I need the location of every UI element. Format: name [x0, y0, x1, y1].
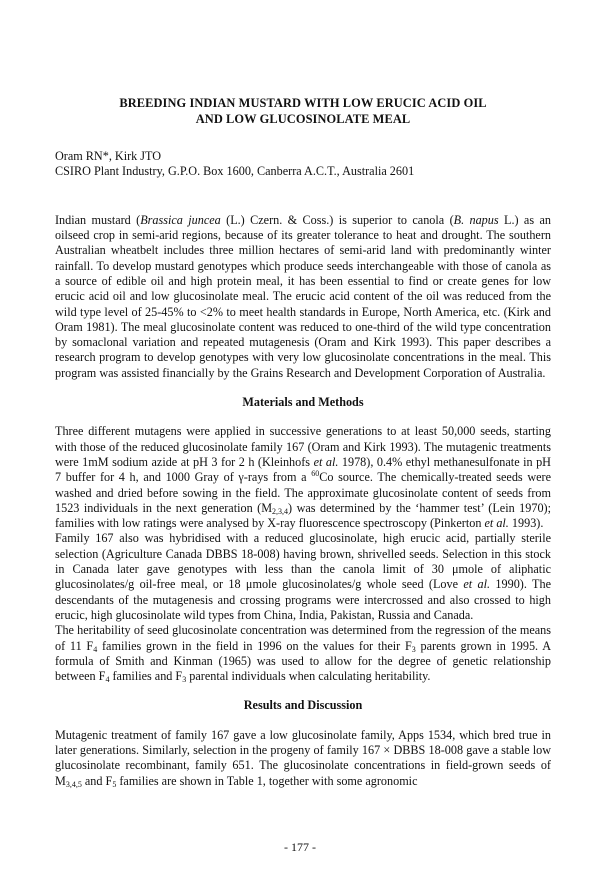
title-line-1: BREEDING INDIAN MUSTARD WITH LOW ERUCIC ACID OIL: [119, 96, 487, 110]
authors: Oram RN*, Kirk JTO: [55, 149, 162, 164]
title-line-2: AND LOW GLUCOSINOLATE MEAL: [195, 111, 411, 126]
paper-title: [55, 96, 551, 127]
results-paragraph: Mutagenic treatment of family 167 gave a low glucosinolate family, Apps 1534, which bred true in later generations. Similarly, selection in the progeny of family 167 × DBBS 18-008 gave a stable low glucosinolate recombinant, family 651. The glucosinolate concentrations in field-grown seeds of $M_{3,4,5}$ and $F_5$ families are shown in Table 1, together with some agronomic: [55, 727, 551, 789]
affiliation: CSIRO Plant Industry, G.P.O. Box 1600, Canberra A.C.T., Australia 2601: [55, 164, 415, 179]
author-block: [55, 149, 551, 180]
page-number: - 177 -: [284, 840, 316, 854]
methods-paragraph-3: The heritability of seed glucosinolate concentration was determined from the regression of the means of 11 $F_4$ families grown in the field in 1996 on the values for their $F_3$ parents grown in 1995. A formula of Smith and Kinman (1965) was used to allow for the degree of genetic relationship between $F_4$ families and $F_3$ parental individuals when calculating heritability.: [55, 623, 551, 685]
methods-paragraph-2: Family 167 also was hybridised with a reduced glucosinolate, high erucic acid, partially sterile selection (Agriculture Canada DBBS 18-008) having brown, shrivelled seeds. Selection in this stock in Canada later gave genotypes with less than the canola limit of 30 μmole of aliphatic glucosinolates/g oil-free meal, or 18 μmole glucosinolates/g whole seed (Love et al. 1990). The descendants of the mutagenesis and crossing programs were intercrossed and also crossed to high erucic, high glucosinolate wild types from China, India, Pakistan, Russia and Canada.: [55, 531, 551, 622]
section-heading-methods: Materials and Methods: [242, 395, 364, 410]
introduction-paragraph: Indian mustard (Brassica juncea (L.) Czern. & Coss.) is superior to canola (B. napus L.) as an oilseed crop in semi-arid regions, because of its greater tolerance to heat and drought. The southern Australian wheatbelt includes three million hectares of semi-arid land with predominantly winter rainfall. To develop mustard genotypes which produce seeds interchangeable with those of canola as a source of edible oil and high protein meal, it has been essential to find or create genes for low erucic acid oil and low glucosinolate meal. The erucic acid content of the oil was reduced from the wild type level of 25-45% to <2% to meet health standards in Europe, North America, etc. (Kirk and Oram 1981). The meal glucosinolate content was reduced to one-third of the wild type concentration by somaclonal variation and repeated mutagenesis (Oram and Kirk 1993). This paper describes a research program to develop genotypes with very low glucosinolate concentrations in the meal. This program was assisted financially by the Grains Research and Development Corporation of Australia.: [55, 212, 551, 380]
section-heading-results: Results and Discussion: [243, 698, 363, 713]
methods-paragraph-1: Three different mutagens were applied in successive generations to at least 50,000 seeds, starting with those of the reduced glucosinolate family 167 (Oram and Kirk 1993). The mutagenic treatments were 1mM sodium azide at pH 3 for 2 h (Kleinhofs et al. 1978), 0.4% ethyl methanesulfonate in pH 7 buffer for 4 h, and 1000 Gray of γ-rays from a $^{60}$Co source. The chemically-treated seeds were washed and dried before sowing in the field. The approximate glucosinolate content of seeds from 1523 individuals in the next generation $(M_{2,3,4})$ was determined by the ‘hammer test’ (Lein 1970); families with low ratings were analysed by X-ray fluorescence spectroscopy (Pinkerton et al. 1993).: [55, 424, 551, 531]
